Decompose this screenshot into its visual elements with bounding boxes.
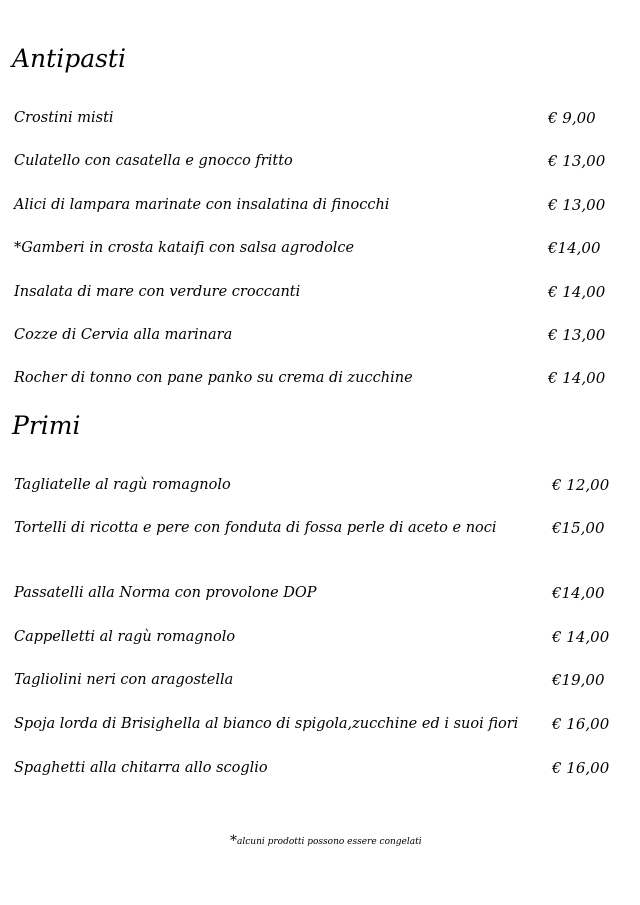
menu-item-name: Alici di lampara marinate con insalatina di finocchi [14,197,390,213]
footnote-text: alcuni prodotti possono essere congelati [237,837,422,847]
menu-item-name: Tortelli di ricotta e pere con fonduta di fossa perle di aceto e noci [14,520,497,536]
section-title-primi: Primi [12,411,81,440]
menu-item-price: € 13,00 [548,196,606,214]
menu-item-name: Crostini misti [14,110,114,126]
footnote-marker: * [230,833,237,849]
menu-item-name: Passatelli alla Norma con provolone DOP [14,585,317,601]
menu-item-price: € 13,00 [548,152,606,170]
menu-item-price: € 13,00 [548,326,606,344]
menu-item-price: € 14,00 [552,628,610,646]
menu-item-price: € 12,00 [552,476,610,494]
footnote [230,834,422,849]
menu-item-name: Cappelletti al ragù romagnolo [14,629,236,645]
section-title-antipasti: Antipasti [12,44,126,73]
menu-item-price: € 14,00 [548,369,606,387]
menu-item-price: € 14,00 [548,283,606,301]
menu-item-name: Insalata di mare con verdure croccanti [14,284,301,300]
menu-item-name: Tagliolini neri con aragostella [14,672,234,688]
menu-item-price: €14,00 [552,584,605,602]
menu-item-price: €14,00 [548,239,601,257]
menu-item-price: € 16,00 [552,715,610,733]
menu-item-name: Culatello con casatella e gnocco fritto [14,153,293,169]
menu-item-price: €19,00 [552,671,605,689]
menu-item-name: Tagliatelle al ragù romagnolo [14,477,231,493]
menu-item-name: Spaghetti alla chitarra allo scoglio [14,760,268,776]
menu-item-price: €15,00 [552,519,605,537]
menu-item-name: Rocher di tonno con pane panko su crema di zucchine [14,370,413,386]
menu-item-name: Cozze di Cervia alla marinara [14,327,233,343]
menu-item-name: Spoja lorda di Brisighella al bianco di spigola,zucchine ed i suoi fiori [14,716,519,732]
menu-item-name: *Gamberi in crosta kataifi con salsa agrodolce [14,240,355,256]
menu-item-price: € 9,00 [548,109,596,127]
menu-item-price: € 16,00 [552,759,610,777]
